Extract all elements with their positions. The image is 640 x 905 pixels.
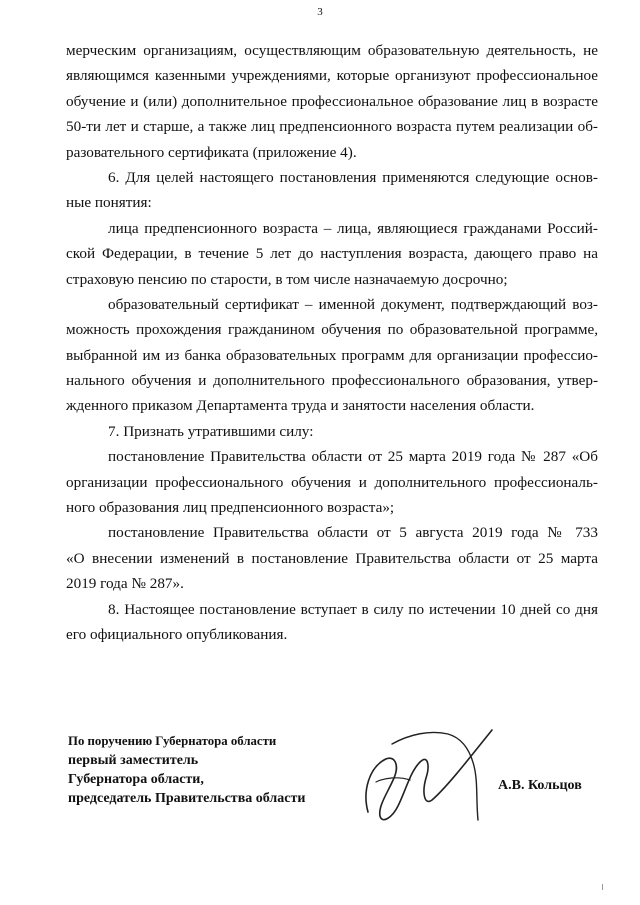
paragraph-7-line: 7. Признать утратившими силу: bbox=[108, 422, 314, 440]
text-line: «О внесении изменений в постановление Правительства области от 25 марта bbox=[66, 549, 598, 567]
signature-authority-line: По поручению Губернатора области bbox=[68, 734, 277, 748]
text-line: ного образования лиц предпенсионного возраста»; bbox=[66, 499, 395, 517]
text-line: его официального опубликования. bbox=[66, 625, 288, 643]
text-line: выбранной им из банка образовательных программ для организации профессио- bbox=[66, 346, 598, 364]
text-line: организации профессионального обучения и дополнительного профессиональ- bbox=[66, 473, 598, 491]
text-line: можность прохождения гражданином обучения по образовательной программе, bbox=[66, 321, 598, 339]
text-line: страховую пенсию по старости, в том числе назначаемую досрочно; bbox=[66, 270, 508, 288]
signature-title-line: первый заместитель bbox=[68, 753, 199, 768]
signature-title-line: председатель Правительства области bbox=[68, 791, 306, 806]
definition-education-certificate: образовательный сертификат – именной документ, подтверждающий воз- bbox=[108, 295, 598, 313]
signer-name: А.В. Кольцов bbox=[498, 778, 582, 793]
text-line: жденного приказом Департамента труда и занятости населения области. bbox=[66, 397, 535, 415]
paragraph-8-line: 8. Настоящее постановление вступает в силу по истечении 10 дней со дня bbox=[108, 600, 598, 618]
paragraph-6-line: 6. Для целей настоящего постановления применяются следующие основ- bbox=[108, 168, 598, 186]
repealed-resolution-733: постановление Правительства области от 5 августа 2019 года № 733 bbox=[108, 524, 598, 542]
text-line: ской Федерации, в течение 5 лет до наступления возраста, дающего право на bbox=[66, 245, 598, 263]
text-line: ные понятия: bbox=[66, 194, 152, 212]
page-number: 3 bbox=[317, 6, 323, 18]
text-line: 50-ти лет и старше, а также лиц предпенсионного возраста путем реализации об- bbox=[66, 118, 598, 136]
scan-edge-mark bbox=[602, 884, 603, 890]
text-line: обучение и (или) дополнительное профессиональное образование лиц в возрасте bbox=[66, 92, 598, 110]
text-line: нального обучения и дополнительного профессионального образования, утвер- bbox=[66, 372, 598, 390]
document-body bbox=[66, 38, 598, 647]
text-line: 2019 года № 287». bbox=[66, 575, 184, 593]
signature-title-line: Губернатора области, bbox=[68, 772, 204, 787]
text-line: разовательного сертификата (приложение 4). bbox=[66, 143, 357, 161]
definition-pre-pension-age: лица предпенсионного возраста – лица, являющиеся гражданами Россий- bbox=[108, 219, 598, 237]
text-line: мерческим организациям, осуществляющим образовательную деятельность, не bbox=[66, 42, 598, 59]
signature-block bbox=[68, 732, 305, 808]
handwritten-signature bbox=[350, 720, 510, 830]
text-line: являющимся казенными учреждениями, которые организуют профессиональное bbox=[66, 67, 598, 85]
repealed-resolution-287: постановление Правительства области от 25 марта 2019 года № 287 «Об bbox=[108, 448, 598, 466]
